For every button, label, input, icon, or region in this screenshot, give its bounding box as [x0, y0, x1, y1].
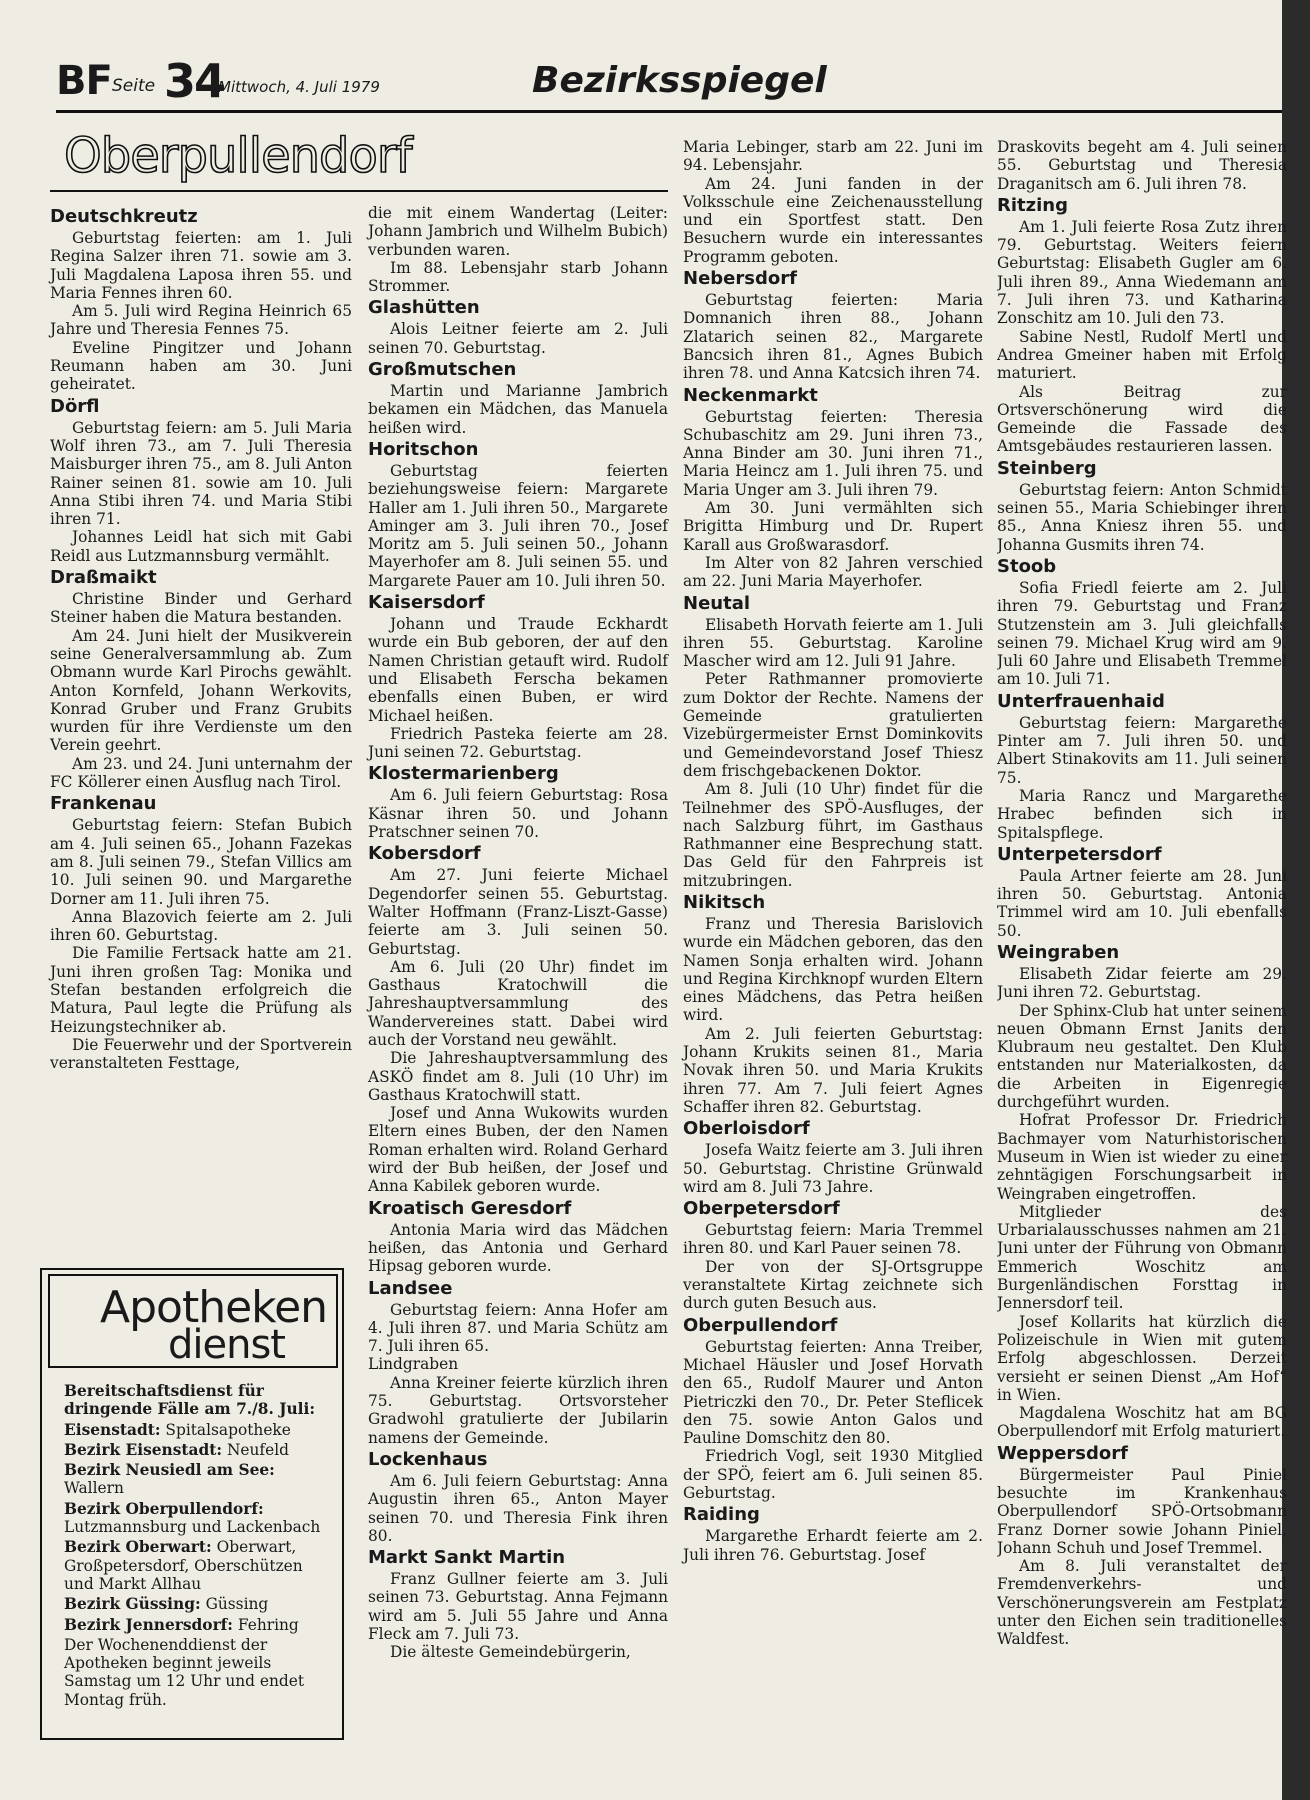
page-number: 34 — [164, 54, 225, 108]
place-heading: Klostermarienberg — [368, 763, 559, 785]
pharmacy-entry — [64, 1616, 326, 1634]
place-heading: Neutal — [683, 592, 751, 614]
pharmacy-name: Güssing — [200, 1595, 269, 1614]
pharmacy-entry — [64, 1595, 326, 1613]
pharmacy-name: Fehring — [232, 1615, 299, 1634]
pharmacy-district: Eisenstadt: — [64, 1420, 161, 1439]
news-paragraph: Am 8. Juli (10 Uhr) findet für die Teilnehmer des SPÖ-Ausfluges, der nach Salzburg führt, im Gasthaus Rathmanner eine Besprechung statt. Das Geld für den Fahrpreis ist mitzubringen. — [683, 780, 983, 890]
place-heading: Kaisersdorf — [368, 592, 485, 614]
newspaper-logo: BF — [56, 58, 112, 104]
place-heading: Kroatisch Geresdorf — [368, 1197, 572, 1219]
news-paragraph: Am 2. Juli feierten Geburtstag: Johann Krukits seinen 81., Maria Novak ihren 50. und Maria Krukits ihren 77. Am 7. Juli feiert Agnes Schaffer ihren 82. Geburtstag. — [683, 1024, 983, 1116]
column-3 — [683, 138, 983, 1564]
news-paragraph: Elisabeth Horvath feierte am 1. Juli ihren 55. Geburtstag. Karoline Mascher wird am 12. Juli 91 Jahre. — [683, 615, 983, 671]
news-paragraph: Peter Rathmanner promovierte zum Doktor der Rechte. Namens der Gemeinde gratulierten Vizebürgermeister Ernst Dominkovits und Gemeindevorstand Josef Thiesz dem frischgebackenen Doktor. — [683, 670, 983, 780]
news-paragraph: Geburtstag feierten: Theresia Schubaschitz am 29. Juni ihren 73., Anna Binder am 30. Juni ihren 71., Maria Heincz am 1. Juli ihren 75. und Maria Unger am 3. Juli ihren 79. — [683, 407, 983, 499]
news-paragraph: Friedrich Vogl, seit 1930 Mitglied der SPÖ, feiert am 6. Juli seinen 85. Geburtstag. — [683, 1447, 983, 1502]
place-heading: Landsee — [368, 1277, 453, 1299]
news-paragraph: Der Sphinx-Club hat unter seinem neuen Obmann Ernst Janits den Klubraum neu gestaltet. Den Klub entstanden nur Materialkosten, da die Arbeiten in Eigenregie durchgeführt wurden. — [997, 1001, 1287, 1112]
column-4 — [997, 138, 1287, 1649]
place-heading: Ritzing — [997, 194, 1068, 216]
place-heading: Nikitsch — [683, 891, 766, 913]
pharmacy-title-line1: Apotheken — [100, 1282, 328, 1333]
place-heading: Nebersdorf — [683, 268, 797, 290]
news-paragraph: Am 6. Juli (20 Uhr) findet im Gasthaus Kratochwill die Jahreshauptversammlung des Wandervereines statt. Dabei wird auch der Vorstand neu gewählt. — [368, 957, 668, 1049]
place-heading: Oberloisdorf — [683, 1118, 810, 1140]
news-paragraph: Johann und Traude Eckhardt wurde ein Bub geboren, der auf den Namen Christian getauft wird. Rudolf und Elisabeth Ferscha bekamen ebenfalls einen Buben, er wird Michael heißen. — [368, 615, 668, 725]
news-paragraph: Paula Artner feierte am 28. Juni ihren 50. Geburtstag. Antonia Trimmel wird am 10. Juli ebenfalls 50. — [997, 866, 1287, 940]
place-heading: Unterpetersdorf — [997, 843, 1162, 865]
news-paragraph: Geburtstag feierten: Anna Treiber, Michael Häusler und Josef Horvath den 65., Rudolf Maurer und Anton Pietriczki den 70., Dr. Peter Steflicek den 75. sowie Anton Galos und Pauline Domschitz den 80. — [683, 1337, 983, 1448]
place-heading: Neckenmarkt — [683, 384, 818, 406]
news-paragraph: Geburtstag feierten: Maria Domnanich ihren 88., Johann Zlatarich seinen 82., Margarete Bancsich ihren 81., Agnes Bubich ihren 78. und Anna Katcsich ihren 74. — [683, 291, 983, 383]
news-paragraph: Geburtstag feiern: Stefan Bubich am 4. Juli seinen 65., Johann Fazekas am 8. Juli seinen 79., Stefan Villics am 10. Juli seinen 90. und Margarethe Dorner am 11. Juli ihren 75. — [50, 816, 352, 908]
news-paragraph: Magdalena Woschitz hat am BG Oberpullendorf mit Erfolg maturiert. — [997, 1404, 1287, 1441]
news-paragraph: Sabine Nestl, Rudolf Mertl und Andrea Gmeiner haben mit Erfolg maturiert. — [997, 327, 1287, 383]
news-paragraph: Anna Blazovich feierte am 2. Juli ihren 60. Geburtstag. — [50, 907, 352, 945]
place-heading: Glashütten — [368, 297, 480, 319]
place-heading: Dörfl — [50, 395, 100, 417]
news-paragraph: Am 30. Juni vermählten sich Brigitta Himburg und Dr. Rupert Karall aus Großwarasdorf. — [683, 499, 983, 554]
news-paragraph: Josef und Anna Wukowits wurden Eltern eines Buben, der den Namen Roman erhalten wird. Roland Gerhard wird der Bub heißen, der Josef und Anna Kabilek geboren wurde. — [368, 1104, 668, 1196]
news-paragraph: Alois Leitner feierte am 2. Juli seinen 70. Geburtstag. — [368, 320, 668, 357]
news-paragraph: Der von der SJ-Ortsgruppe veranstaltete Kirtag zeichnete sich durch guten Besuch aus. — [683, 1257, 983, 1313]
page-header — [56, 52, 1280, 110]
news-paragraph: Draskovits begeht am 4. Juli seinen 55. Geburtstag und Theresia Draganitsch am 6. Juli ihren 78. — [997, 138, 1287, 193]
title-rule — [50, 190, 668, 192]
pharmacy-list — [64, 1382, 326, 1711]
pharmacy-service-box — [40, 1268, 344, 1740]
place-heading: Lockenhaus — [368, 1448, 488, 1470]
pharmacy-name: Wallern — [64, 1479, 124, 1498]
news-paragraph: Am 8. Juli veranstaltet der Fremdenverkehrs- und Verschönerungsverein am Festplatz unter den Eichen sein traditionelles Waldfest. — [997, 1557, 1287, 1649]
news-paragraph: Am 27. Juni feierte Michael Degendorfer seinen 55. Geburtstag. Walter Hoffmann (Franz-Liszt-Gasse) feierte am 3. Juli seinen 50. Geburtstag. — [368, 866, 668, 958]
pharmacy-entry — [64, 1538, 326, 1593]
news-paragraph: Am 23. und 24. Juni unternahm der FC Köllerer einen Ausflug nach Tirol. — [50, 754, 352, 792]
news-paragraph: Antonia Maria wird das Mädchen heißen, das Antonia und Gerhard Hipsag geboren wurde. — [368, 1220, 668, 1276]
pharmacy-district: Bezirk Oberwart: — [64, 1538, 212, 1557]
pharmacy-district: Bezirk Güssing: — [64, 1595, 201, 1614]
news-paragraph: Geburtstag feiern: Anton Schmidt seinen 55., Maria Schiebinger ihren 85., Anna Kniesz ihren 55. und Johanna Gusmits ihren 74. — [997, 480, 1287, 554]
place-heading: Großmutschen — [368, 359, 517, 381]
news-paragraph: Eveline Pingitzer und Johann Reumann haben am 30. Juni geheiratet. — [50, 338, 352, 394]
news-paragraph: Am 6. Juli feiern Geburtstag: Anna Augustin ihren 65., Anton Mayer seinen 70. und Theresia Fink ihren 80. — [368, 1471, 668, 1545]
news-paragraph: Im 88. Lebensjahr starb Johann Strommer. — [368, 258, 668, 296]
place-heading: Frankenau — [50, 793, 157, 815]
news-paragraph: Franz Gullner feierte am 3. Juli seinen 73. Geburtstag. Anna Fejmann wird am 5. Juli 55 Jahre und Anna Fleck am 7. Juli 73. — [368, 1570, 668, 1643]
news-paragraph: Geburtstag feierten beziehungsweise feiern: Margarete Haller am 1. Juli ihren 50., Margarete Aminger am 3. Juli ihren 70., Josef Moritz am 5. Juli seinen 50., Johann Mayerhofer am 8. Juli seinen 55. und Margarete Pauer am 10. Juli ihren 50. — [368, 461, 668, 590]
news-paragraph: Sofia Friedl feierte am 2. Juli ihren 79. Geburtstag und Franz Stutzenstein am 3. Juli gleichfalls seinen 79. Michael Krug wird am 9. Juli 60 Jahre und Elisabeth Tremmel am 10. Juli 71. — [997, 578, 1287, 689]
place-heading: Steinberg — [997, 457, 1097, 479]
place-heading: Deutschkreutz — [50, 206, 198, 227]
news-paragraph: Am 5. Juli wird Regina Heinrich 65 Jahre und Theresia Fennes 75. — [50, 302, 352, 339]
news-paragraph: Geburtstag feierten: am 1. Juli Regina Salzer ihren 71. sowie am 3. Juli Magdalena Laposa ihren 55. und Maria Fennes ihren 60. — [50, 229, 352, 302]
news-paragraph: Am 24. Juni hielt der Musikverein seine Generalversammlung ab. Zum Obmann wurde Karl Pirochs gewählt. Anton Kornfeld, Johann Werkovits, Konrad Gruber und Franz Grubits wurden für ihre Verdienste um den Verein geehrt. — [50, 626, 352, 755]
news-paragraph: Am 24. Juni fanden in der Volksschule eine Zeichenausstellung und ein Sportfest statt. Den Besuchern wurde ein interessantes Programm geboten. — [683, 174, 983, 266]
news-paragraph: die mit einem Wandertag (Leiter: Johann Jambrich und Wilhelm Bubich) verbunden waren. — [368, 204, 668, 259]
section-title: Bezirksspiegel — [532, 60, 827, 101]
district-title: Oberpullendorf — [64, 128, 412, 184]
news-paragraph: Margarethe Erhardt feierte am 2. Juli ihren 76. Geburtstag. Josef — [683, 1527, 983, 1564]
news-paragraph: Hofrat Professor Dr. Friedrich Bachmayer vom Naturhistorischen Museum in Wien ist wieder zu einer zehntägigen Forschungsarbeit in Weingraben eingetroffen. — [997, 1111, 1287, 1203]
news-paragraph: Christine Binder und Gerhard Steiner haben die Matura bestanden. — [50, 590, 352, 627]
news-paragraph: Elisabeth Zidar feierte am 29. Juni ihren 72. Geburtstag. — [997, 964, 1287, 1002]
news-paragraph: Lindgraben — [368, 1355, 459, 1374]
issue-date: Mittwoch, 4. Juli 1979 — [218, 78, 380, 96]
news-paragraph: Im Alter von 82 Jahren verschied am 22. Juni Maria Mayerhofer. — [683, 553, 983, 591]
news-paragraph: Die Jahreshauptversammlung des ASKÖ findet am 8. Juli (10 Uhr) im Gasthaus Kratochwill statt. — [368, 1049, 668, 1104]
pharmacy-entry — [64, 1421, 326, 1439]
news-paragraph: Josef Kollarits hat kürzlich die Polizeischule in Wien mit gutem Erfolg abgeschlossen. Derzeit versieht er seinen Dienst „Am Hof“ in Wien. — [997, 1312, 1287, 1404]
header-rule — [56, 110, 1282, 113]
news-paragraph: Bürgermeister Paul Piniel besuchte im Krankenhaus Oberpullendorf SPÖ-Ortsobmann Franz Dorner sowie Johann Piniel, Johann Schuh und Josef Tremmel. — [997, 1465, 1287, 1557]
news-paragraph: Am 1. Juli feierte Rosa Zutz ihren 79. Geburtstag. Weiters feiern Geburtstag: Elisabeth Gugler am 6. Juli ihren 89., Anna Wiedemann am 7. Juli ihren 73. und Katharina Zonschitz am 10. Juli den 73. — [997, 217, 1287, 328]
place-heading: Oberpetersdorf — [683, 1198, 840, 1220]
news-paragraph: Josefa Waitz feierte am 3. Juli ihren 50. Geburtstag. Christine Grünwald wird am 8. Juli 73 Jahre. — [683, 1141, 983, 1196]
pharmacy-district: Bezirk Jennersdorf: — [64, 1615, 233, 1634]
news-paragraph: Friedrich Pasteka feierte am 28. Juni seinen 72. Geburtstag. — [368, 724, 668, 762]
pharmacy-title-line2: dienst — [168, 1322, 285, 1368]
news-paragraph: Geburtstag feiern: Anna Hofer am 4. Juli ihren 87. und Maria Schütz am 7. Juli ihren 65. — [368, 1300, 668, 1356]
news-paragraph: Anna Kreiner feierte kürzlich ihren 75. Geburtstag. Ortsvorsteher Gradwohl gratulierte der Jubilarin namens der Gemeinde. — [368, 1373, 668, 1447]
place-heading: Kobersdorf — [368, 843, 481, 865]
pharmacy-district: Bezirk Eisenstadt: — [64, 1440, 223, 1459]
place-heading: Draßmaikt — [50, 567, 157, 589]
place-heading: Horitschon — [368, 438, 479, 460]
pharmacy-footer: Der Wochenenddienst der Apotheken beginnt jeweils Samstag um 12 Uhr und endet Montag früh. — [64, 1635, 305, 1709]
pharmacy-entry — [64, 1500, 326, 1537]
news-paragraph: Geburtstag feiern: Maria Tremmel ihren 80. und Karl Pauer seinen 78. — [683, 1221, 983, 1258]
pharmacy-entry — [64, 1461, 326, 1498]
pharmacy-name: Spitalsapotheke — [160, 1420, 291, 1439]
place-heading: Markt Sankt Martin — [368, 1547, 566, 1569]
pharmacy-name: Oberwart, Großpetersdorf, Oberschützen und Markt Allhau — [64, 1538, 303, 1593]
news-paragraph: Maria Rancz und Margarethe Hrabec befinden sich in Spitalspflege. — [997, 786, 1287, 842]
news-paragraph: Mitglieder des Urbarialausschusses nahmen am 21. Juni unter der Führung von Obmann Emmerich Woschitz am Burgenländischen Forsttag in Jennersdorf teil. — [997, 1202, 1287, 1313]
news-paragraph: Die Feuerwehr und der Sportverein veranstalteten Festtage, — [50, 1035, 352, 1073]
news-paragraph: Martin und Marianne Jambrich bekamen ein Mädchen, das Manuela heißen wird. — [368, 382, 668, 437]
pharmacy-entry — [64, 1441, 326, 1459]
district-title-box — [64, 128, 412, 186]
pharmacy-name: Neufeld — [222, 1440, 290, 1459]
news-paragraph: Geburtstag feiern: am 5. Juli Maria Wolf ihren 73., am 7. Juli Theresia Maisburger ihren 75., am 8. Juli Anton Rainer seinen 81. sowie am 10. Juli Anna Stibi ihren 74. und Maria Stibi ihren 71. — [50, 418, 352, 529]
news-paragraph: Geburtstag feiern: Margarethe Pinter am 7. Juli ihren 50. und Albert Stinakovits am 11. Juli seinen 75. — [997, 713, 1287, 787]
news-paragraph: Franz und Theresia Barislovich wurde ein Mädchen geboren, das den Namen Sonja erhalten wird. Johann und Regina Kirchknopf wurden Eltern eines Mädchens, das Petra heißen wird. — [683, 914, 983, 1025]
column-2 — [368, 204, 668, 1662]
place-heading: Weingraben — [997, 941, 1120, 963]
pharmacy-district: Bezirk Oberpullendorf: — [64, 1499, 264, 1518]
pharmacy-district: Bezirk Neusiedl am See: — [64, 1461, 275, 1480]
pharmacy-heading — [48, 1274, 338, 1368]
news-paragraph: Die Familie Fertsack hatte am 21. Juni ihren großen Tag: Monika und Stefan bestanden erfolgreich die Matura, Paul legte die Prüfung als Heizungstechniker ab. — [50, 944, 352, 1036]
place-heading: Raiding — [683, 1504, 760, 1526]
news-paragraph: Am 6. Juli feiern Geburtstag: Rosa Käsnar ihren 50. und Johann Pratschner seinen 70. — [368, 786, 668, 842]
column-1 — [50, 204, 352, 1072]
news-paragraph: Als Beitrag zur Ortsverschönerung wird die Gemeinde die Fassade des Amtsgebäudes restaurieren lassen. — [997, 382, 1287, 456]
place-heading: Oberpullendorf — [683, 1314, 838, 1336]
place-heading: Stoob — [997, 555, 1057, 577]
place-heading: Unterfrauenhaid — [997, 690, 1165, 712]
place-heading: Weppersdorf — [997, 1442, 1128, 1464]
pharmacy-intro: Bereitschaftsdienst für dringende Fälle am 7./8. Juli: — [64, 1382, 316, 1419]
news-paragraph: Die älteste Gemeindebürgerin, — [390, 1643, 631, 1662]
news-paragraph: Johannes Leidl hat sich mit Gabi Reidl aus Lutzmannsburg vermählt. — [50, 528, 352, 565]
news-paragraph: Maria Lebinger, starb am 22. Juni im 94. Lebensjahr. — [683, 138, 983, 175]
pharmacy-name: Lutzmannsburg und Lackenbach — [64, 1518, 321, 1537]
page-label: Seite — [112, 76, 156, 96]
